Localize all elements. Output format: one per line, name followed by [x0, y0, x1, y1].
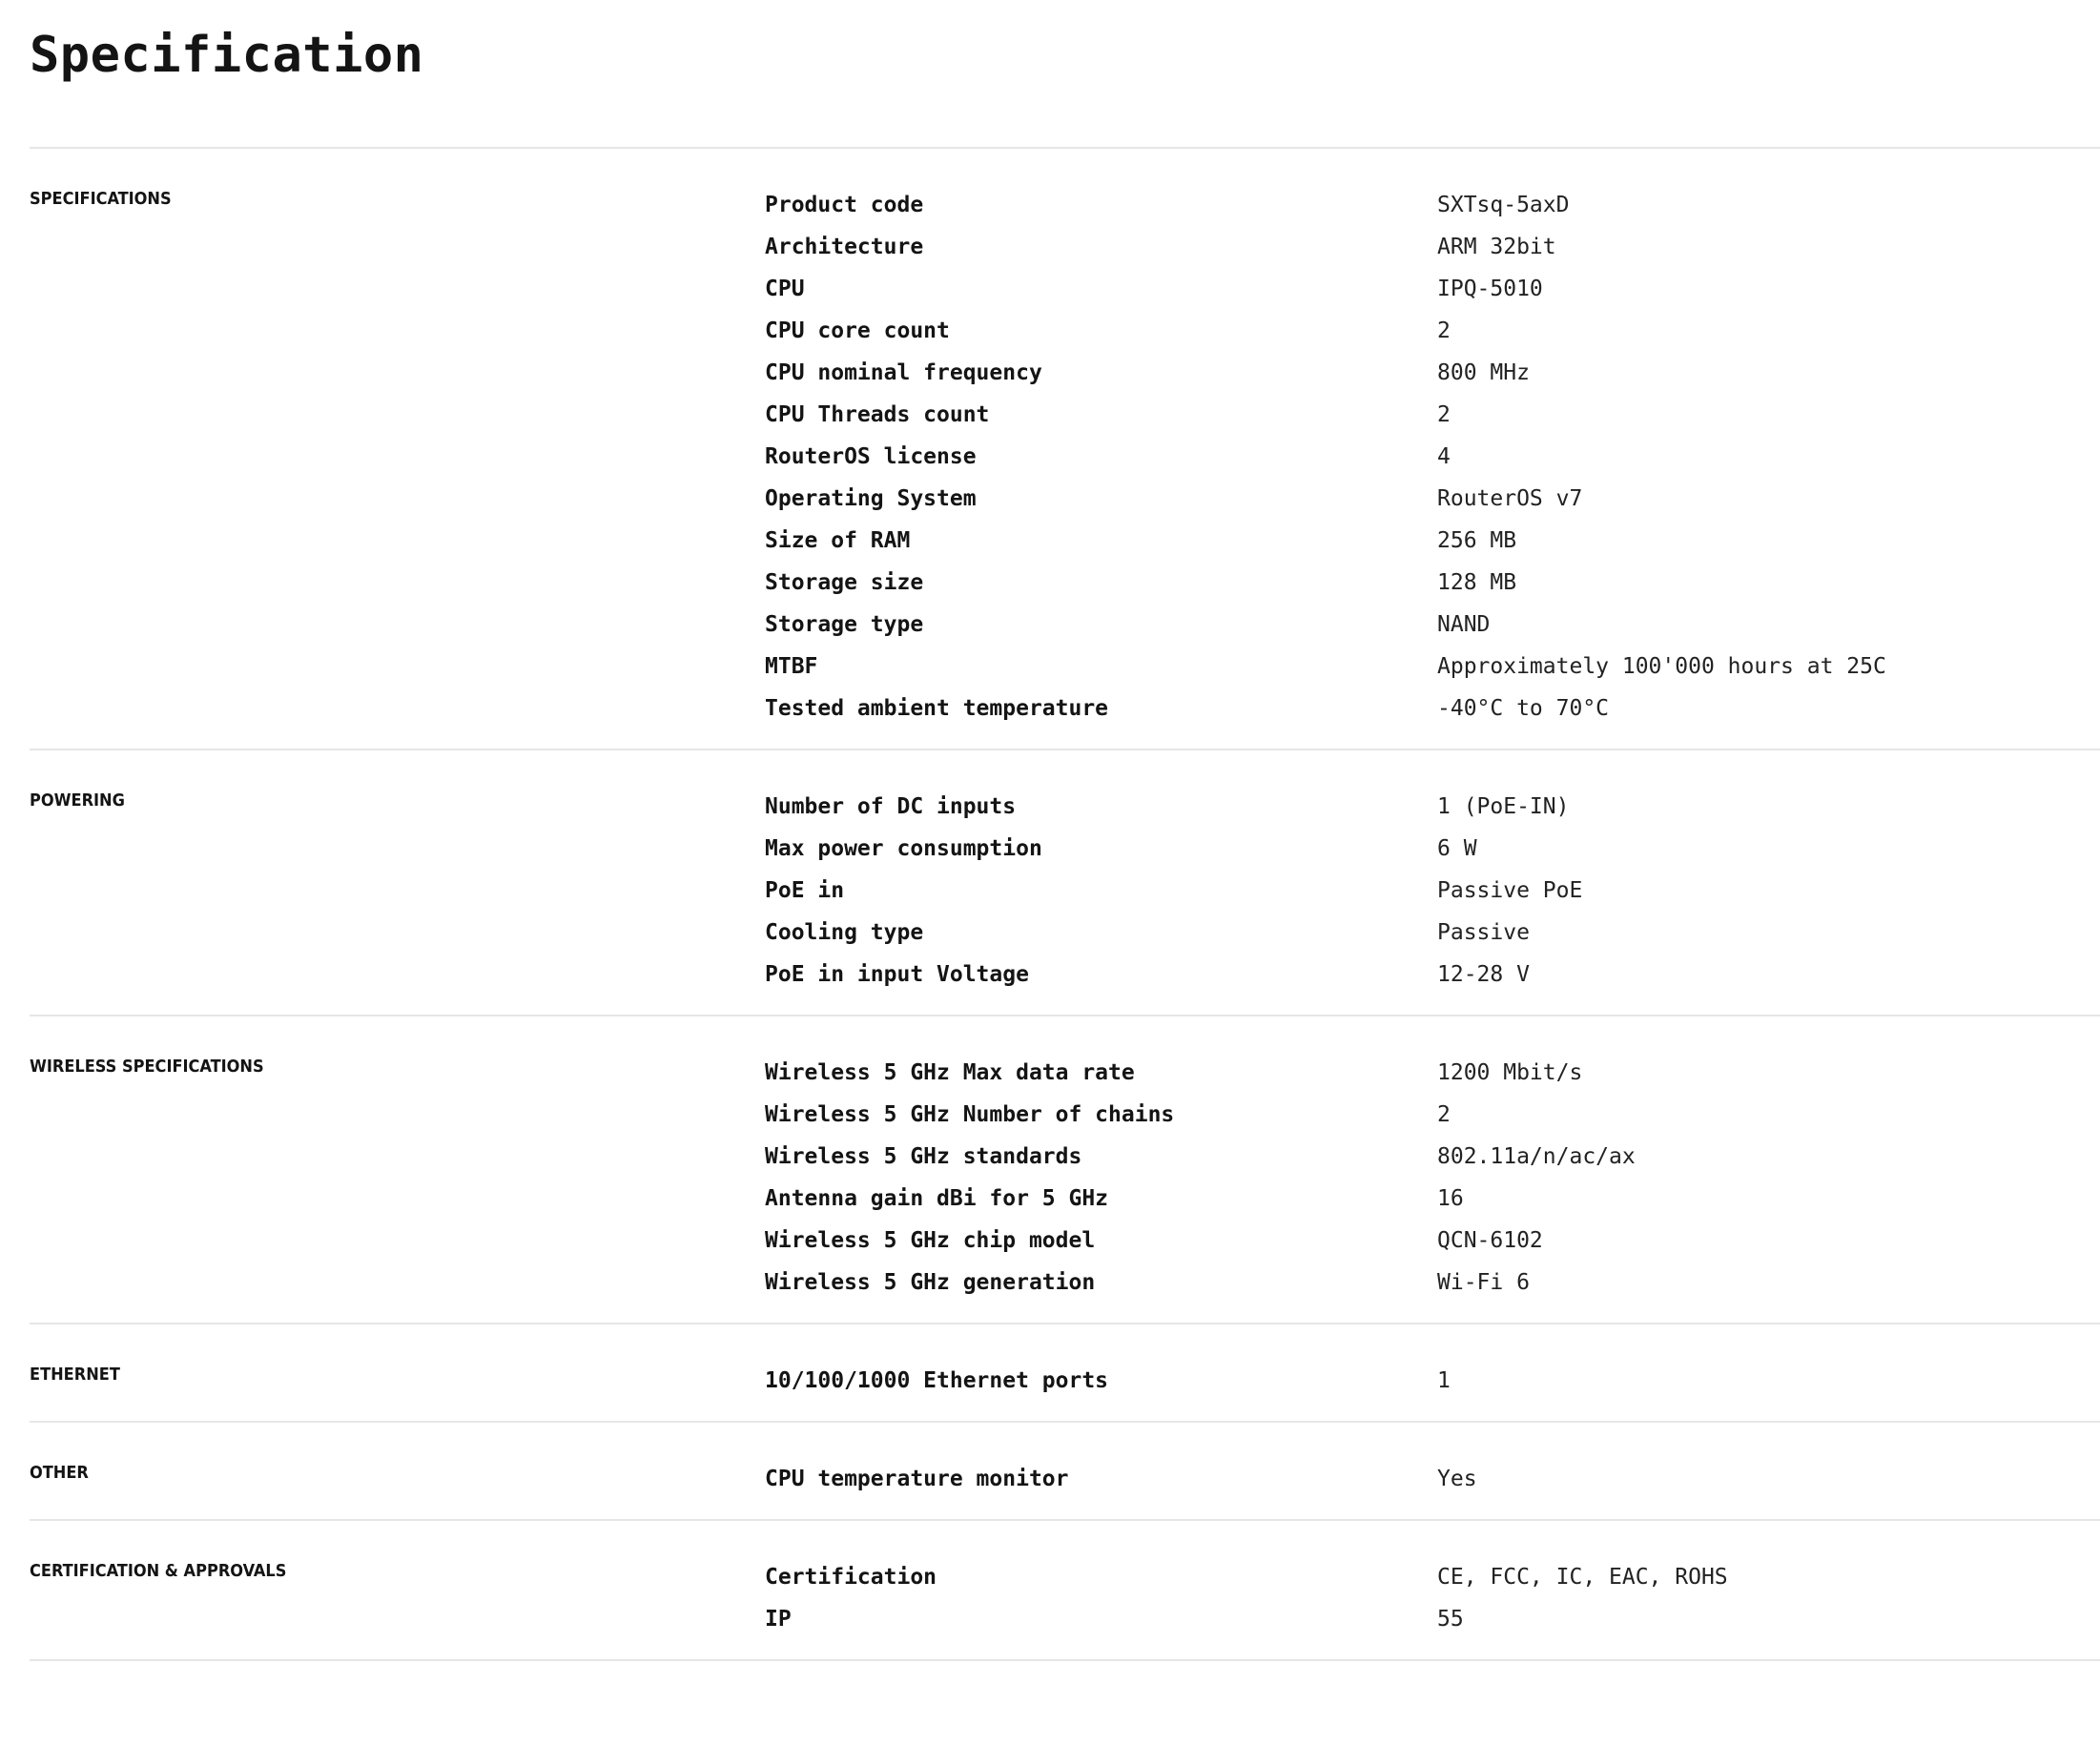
section-title: POWERING [30, 790, 125, 811]
specification-page [30, 0, 2100, 1661]
spec-row [765, 1052, 2100, 1094]
spec-row [765, 478, 2100, 520]
spec-row [765, 870, 2100, 912]
spec-label: PoE in input Voltage [765, 962, 1029, 987]
spec-row [765, 352, 2100, 394]
spec-value: CE, FCC, IC, EAC, ROHS [1437, 1565, 1728, 1590]
spec-value: Passive [1437, 920, 1530, 945]
spec-value: QCN-6102 [1437, 1228, 1543, 1253]
spec-rows [765, 1458, 2100, 1500]
section-title: ETHERNET [30, 1365, 120, 1385]
spec-label: 10/100/1000 Ethernet ports [765, 1368, 1109, 1393]
spec-value: 2 [1437, 1102, 1451, 1127]
spec-label: Wireless 5 GHz generation [765, 1270, 1096, 1295]
spec-row [765, 436, 2100, 478]
spec-label: Wireless 5 GHz Number of chains [765, 1102, 1175, 1127]
section-title: WIRELESS SPECIFICATIONS [30, 1057, 264, 1077]
spec-value: 800 MHz [1437, 360, 1530, 385]
spec-row [765, 1556, 2100, 1598]
spec-row [765, 1262, 2100, 1304]
spec-value: 1200 Mbit/s [1437, 1060, 1583, 1085]
spec-value: RouterOS v7 [1437, 486, 1583, 511]
page-title: Specification [30, 0, 2100, 149]
spec-rows [765, 1052, 2100, 1304]
spec-label: CPU temperature monitor [765, 1467, 1069, 1491]
spec-value: 802.11a/n/ac/ax [1437, 1144, 1636, 1169]
spec-label: Certification [765, 1565, 937, 1590]
spec-row [765, 912, 2100, 954]
spec-row [765, 1178, 2100, 1220]
spec-label: Wireless 5 GHz Max data rate [765, 1060, 1135, 1085]
spec-row [765, 1598, 2100, 1640]
spec-value: 1 (PoE-IN) [1437, 794, 1570, 819]
spec-row [765, 786, 2100, 828]
spec-row [765, 954, 2100, 996]
spec-rows [765, 184, 2100, 729]
spec-row [765, 1136, 2100, 1178]
spec-label: CPU nominal frequency [765, 360, 1042, 385]
spec-row [765, 828, 2100, 870]
spec-section [30, 1016, 2100, 1324]
spec-value: 55 [1437, 1607, 1464, 1632]
spec-row [765, 562, 2100, 604]
spec-row [765, 520, 2100, 562]
spec-section [30, 149, 2100, 750]
spec-value: NAND [1437, 612, 1491, 637]
spec-label: MTBF [765, 654, 818, 679]
spec-section [30, 1521, 2100, 1661]
spec-label: Storage size [765, 570, 924, 595]
spec-label: Antenna gain dBi for 5 GHz [765, 1186, 1109, 1211]
spec-label: CPU core count [765, 318, 950, 343]
spec-sections [30, 149, 2100, 1661]
spec-value: -40°C to 70°C [1437, 696, 1610, 721]
spec-value: ARM 32bit [1437, 235, 1556, 259]
spec-row [765, 1094, 2100, 1136]
spec-value: 12-28 V [1437, 962, 1530, 987]
spec-row [765, 646, 2100, 688]
spec-rows [765, 1556, 2100, 1640]
spec-row [765, 1458, 2100, 1500]
spec-value: 4 [1437, 444, 1451, 469]
spec-row [765, 604, 2100, 646]
spec-value: IPQ-5010 [1437, 277, 1543, 301]
spec-label: Product code [765, 193, 924, 217]
spec-label: Storage type [765, 612, 924, 637]
spec-value: 16 [1437, 1186, 1464, 1211]
spec-label: Architecture [765, 235, 924, 259]
spec-section [30, 750, 2100, 1016]
spec-row [765, 226, 2100, 268]
spec-label: Number of DC inputs [765, 794, 1017, 819]
spec-row [765, 310, 2100, 352]
spec-label: RouterOS license [765, 444, 977, 469]
spec-value: Approximately 100'000 hours at 25C [1437, 654, 1886, 679]
spec-label: CPU Threads count [765, 402, 990, 427]
spec-value: 1 [1437, 1368, 1451, 1393]
spec-label: PoE in [765, 878, 845, 903]
spec-section [30, 1423, 2100, 1521]
section-title: CERTIFICATION & APPROVALS [30, 1561, 287, 1581]
spec-label: IP [765, 1607, 792, 1632]
spec-row [765, 268, 2100, 310]
spec-rows [765, 1360, 2100, 1402]
spec-label: Tested ambient temperature [765, 696, 1109, 721]
spec-label: Operating System [765, 486, 977, 511]
spec-row [765, 1220, 2100, 1262]
spec-value: SXTsq-5axD [1437, 193, 1570, 217]
spec-value: Passive PoE [1437, 878, 1583, 903]
spec-row [765, 1360, 2100, 1402]
spec-value: 128 MB [1437, 570, 1517, 595]
spec-value: 256 MB [1437, 528, 1517, 553]
spec-section [30, 1324, 2100, 1423]
spec-value: 6 W [1437, 836, 1477, 861]
spec-value: 2 [1437, 402, 1451, 427]
spec-row [765, 688, 2100, 729]
spec-value: Wi-Fi 6 [1437, 1270, 1530, 1295]
spec-label: Cooling type [765, 920, 924, 945]
spec-label: Max power consumption [765, 836, 1042, 861]
section-title: SPECIFICATIONS [30, 189, 172, 209]
spec-row [765, 184, 2100, 226]
spec-label: Wireless 5 GHz chip model [765, 1228, 1096, 1253]
spec-value: 2 [1437, 318, 1451, 343]
spec-label: CPU [765, 277, 805, 301]
section-title: OTHER [30, 1463, 89, 1483]
spec-label: Size of RAM [765, 528, 911, 553]
spec-value: Yes [1437, 1467, 1477, 1491]
spec-rows [765, 786, 2100, 996]
spec-row [765, 394, 2100, 436]
spec-label: Wireless 5 GHz standards [765, 1144, 1082, 1169]
